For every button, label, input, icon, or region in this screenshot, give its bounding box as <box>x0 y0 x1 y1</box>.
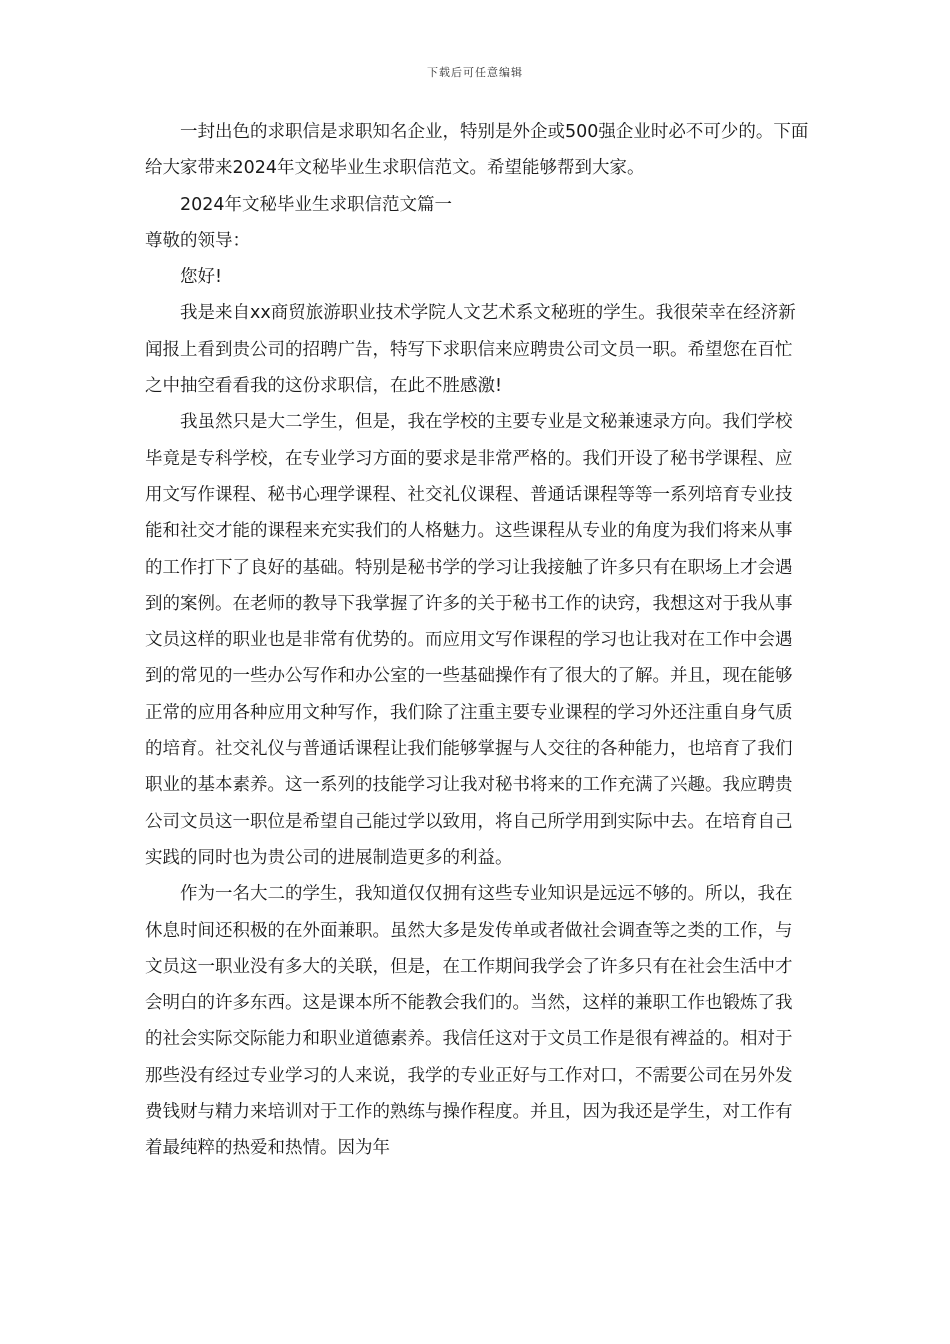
document-body <box>145 114 809 1167</box>
body-paragraph-1: 我是来自xx商贸旅游职业技术学院人文艺术系文秘班的学生。我很荣幸在经济新闻报上看到贵公司的招聘广告，特写下求职信来应聘贵公司文员一职。希望您在百忙之中抽空看看我的这份求职信，在此不胜感激! <box>145 303 796 397</box>
body-paragraph-2: 我虽然只是大二学生，但是，我在学校的主要专业是文秘兼速录方向。我们学校毕竟是专科学校，在专业学习方面的要求是非常严格的。我们开设了秘书学课程、应用文写作课程、秘书心理学课程、社交礼仪课程、普通话课程等等一系列培育专业技能和社交才能的课程来充实我们的人格魅力。这些课程从专业的角度为我们将来从事的工作打下了良好的基础。特别是秘书学的学习让我接触了许多只有在职场上才会遇到的案例。在老师的教导下我掌握了许多的关于秘书工作的诀窍，我想这对于我从事文员这样的职业也是非常有优势的。而应用文写作课程的学习也让我对在工作中会遇到的常见的一些办公写作和办公室的一些基础操作有了很大的了解。并且，现在能够正常的应用各种应用文种写作，我们除了注重主要专业课程的学习外还注重自身气质的培育。社交礼仪与普通话课程让我们能够掌握与人交往的各种能力，也培育了我们职业的基本素养。这一系列的技能学习让我对秘书将来的工作充满了兴趣。我应聘贵公司文员这一职位是希望自己能过学以致用，将自己所学用到实际中去。在培育自己实践的同时也为贵公司的进展制造更多的利益。 <box>145 412 793 868</box>
intro-paragraph: 一封出色的求职信是求职知名企业，特别是外企或500强企业时必不可少的。下面给大家带来2024年文秘毕业生求职信范文。希望能够帮到大家。 <box>145 122 809 179</box>
body-paragraph-3: 作为一名大二的学生，我知道仅仅拥有这些专业知识是远远不够的。所以，我在休息时间还积极的在外面兼职。虽然大多是发传单或者做社会调查等之类的工作，与文员这一职业没有多大的关联，但是，在工作期间我学会了许多只有在社会生活中才会明白的许多东西。这是课本所不能教会我们的。当然，这样的兼职工作也锻炼了我的社会实际交际能力和职业道德素养。我信任这对于文员工作是很有裨益的。相对于那些没有经过专业学习的人来说，我学的专业正好与工作对口，不需要公司在另外发费钱财与精力来培训对于工作的熟练与操作程度。并且，因为我还是学生，对工作有着最纯粹的热爱和热情。因为年 <box>145 884 793 1159</box>
header-note: 下载后可任意编辑 <box>427 66 523 79</box>
greeting: 您好! <box>180 267 223 288</box>
section-title: 2024年文秘毕业生求职信范文篇一 <box>180 194 453 215</box>
salutation: 尊敬的领导： <box>145 230 250 251</box>
